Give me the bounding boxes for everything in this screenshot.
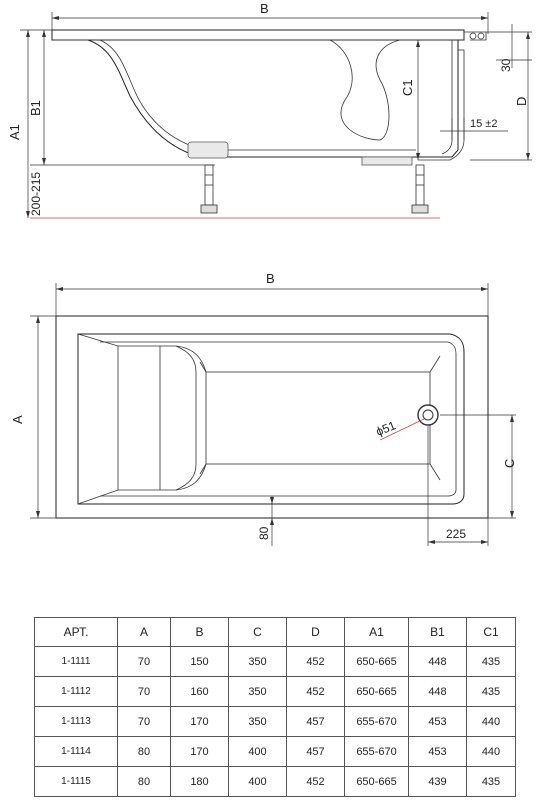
- table-cell: 1-1115: [35, 767, 118, 797]
- table-cell: 435: [467, 647, 516, 677]
- table-cell: 170: [171, 707, 229, 737]
- column-header: C1: [467, 618, 516, 647]
- table-cell: 70: [118, 677, 171, 707]
- table-cell: 439: [409, 767, 467, 797]
- table-cell: 650-665: [345, 677, 409, 707]
- tub-leg-right: [412, 165, 428, 213]
- column-header: A: [118, 618, 171, 647]
- side-dim-b1-label: B1: [28, 100, 43, 116]
- table-cell: 350: [229, 677, 287, 707]
- table-cell: 180: [171, 767, 229, 797]
- table-cell: 80: [118, 737, 171, 767]
- table-cell: 452: [287, 647, 345, 677]
- top-dim-c-label: C: [502, 458, 517, 468]
- side-dim-200-label: 200-215: [29, 171, 43, 216]
- tub-rim: [52, 30, 464, 40]
- table-cell: 452: [287, 767, 345, 797]
- table-cell: 650-665: [345, 647, 409, 677]
- table-row: [35, 647, 516, 677]
- table-cell: 70: [118, 707, 171, 737]
- column-header: A1: [345, 618, 409, 647]
- side-view: [7, 1, 532, 218]
- spec-table: [34, 617, 516, 797]
- tub-leg-left: [201, 165, 217, 213]
- side-dim-15-label: 15 ±2: [470, 118, 498, 130]
- table-cell: 448: [409, 677, 467, 707]
- table-cell: 350: [229, 707, 287, 737]
- side-dim-c1-label: C1: [400, 79, 415, 96]
- table-cell: 655-670: [345, 707, 409, 737]
- column-header: B1: [409, 618, 467, 647]
- table-cell: 160: [171, 677, 229, 707]
- table-cell: 440: [467, 707, 516, 737]
- top-dim-225-label: 225: [446, 527, 467, 541]
- table-cell: 435: [467, 677, 516, 707]
- table-cell: 70: [118, 647, 171, 677]
- column-header: B: [171, 618, 229, 647]
- table-cell: 435: [467, 767, 516, 797]
- top-dim-80-label: 80: [257, 526, 271, 540]
- table-cell: 1-1112: [35, 677, 118, 707]
- table-cell: 80: [118, 767, 171, 797]
- table-cell: 448: [409, 647, 467, 677]
- table-row: [35, 767, 516, 797]
- table-row: [35, 707, 516, 737]
- table-cell: 452: [287, 677, 345, 707]
- table-cell: 350: [229, 647, 287, 677]
- table-header-row: [35, 618, 516, 647]
- top-drain-label: ϕ51: [373, 418, 398, 439]
- column-header: C: [229, 618, 287, 647]
- column-header: АРТ.: [35, 618, 118, 647]
- table-cell: 400: [229, 737, 287, 767]
- table-cell: 1-1111: [35, 647, 118, 677]
- column-header: D: [287, 618, 345, 647]
- table-cell: 1-1114: [35, 737, 118, 767]
- side-dim-30-label: 30: [499, 58, 513, 72]
- table-cell: 400: [229, 767, 287, 797]
- table-cell: 170: [171, 737, 229, 767]
- table-cell: 440: [467, 737, 516, 767]
- table-cell: 457: [287, 707, 345, 737]
- top-view: [10, 271, 517, 546]
- table-cell: 150: [171, 647, 229, 677]
- tub-body-outline: [88, 40, 458, 157]
- table-row: [35, 677, 516, 707]
- top-dim-a-label: A: [10, 415, 25, 424]
- table-cell: 650-665: [345, 767, 409, 797]
- table-cell: 655-670: [345, 737, 409, 767]
- table-cell: 453: [409, 737, 467, 767]
- table-row: [35, 737, 516, 767]
- side-dim-a1-label: A1: [7, 124, 22, 140]
- table-cell: 1-1113: [35, 707, 118, 737]
- table-cell: 453: [409, 707, 467, 737]
- table-cell: 457: [287, 737, 345, 767]
- side-dim-b-label: B: [260, 1, 269, 16]
- top-dim-b-label: B: [266, 271, 275, 286]
- side-dim-d-label: D: [514, 96, 529, 106]
